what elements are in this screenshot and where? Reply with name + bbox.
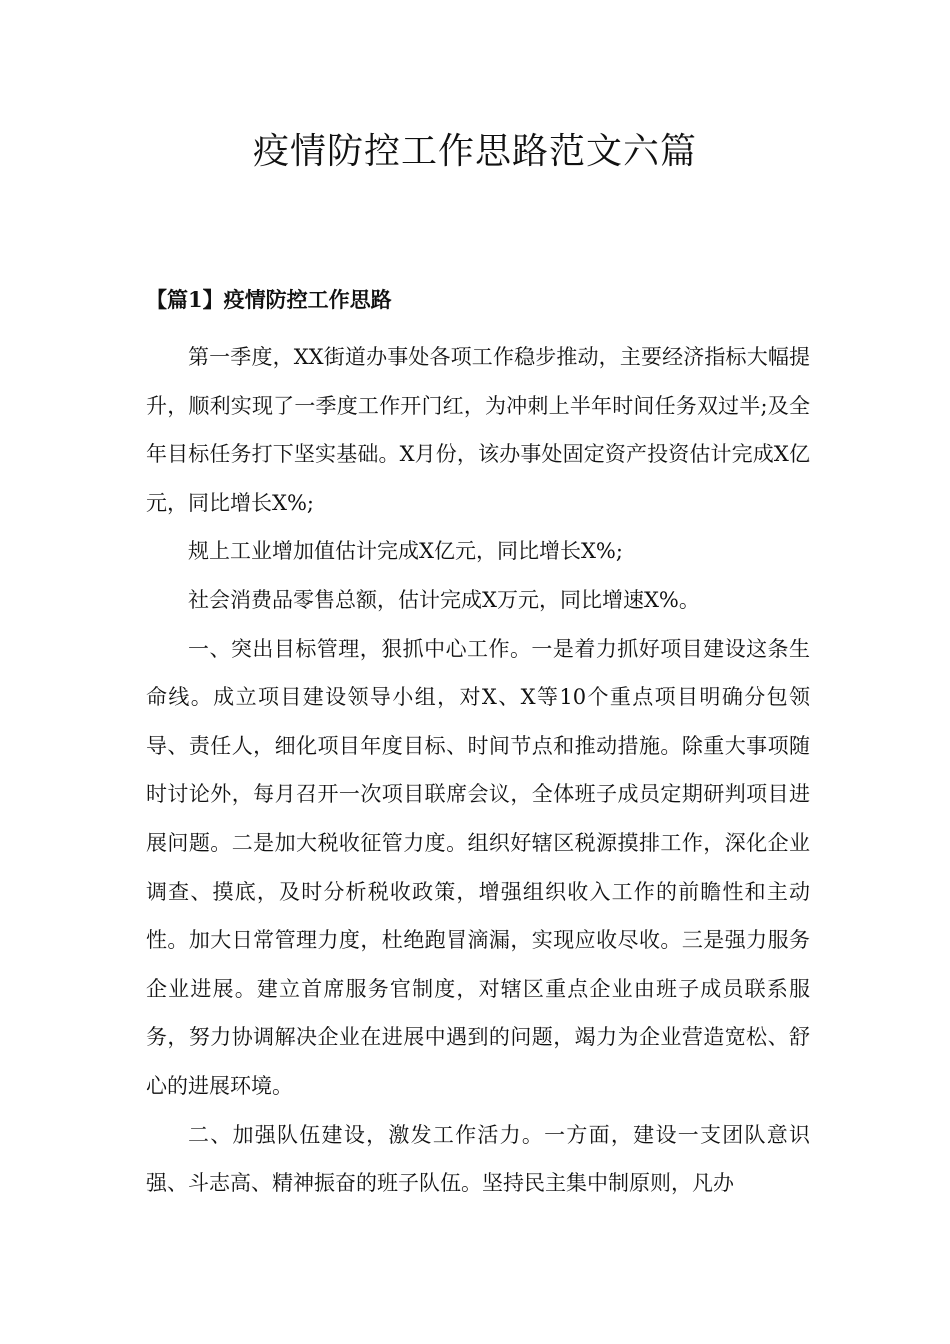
paragraph-retail: 社会消费品零售总额，估计完成X万元，同比增速X%。 <box>188 587 700 612</box>
paragraph-team-building: 二、加强队伍建设，激发工作活力。一方面，建设一支团队意识强、斗志高、精神振奋的班子队伍。坚持民主集中制原则，凡办 <box>146 1122 810 1196</box>
paragraph-industry: 规上工业增加值估计完成X亿元，同比增长X%; <box>188 539 623 564</box>
section-heading: 【篇1】疫情防控工作思路 <box>146 287 392 312</box>
document-body <box>146 333 810 1208</box>
document-title: 疫情防控工作思路范文六篇 <box>252 131 697 172</box>
paragraph-goal-management: 一、突出目标管理，狠抓中心工作。一是着力抓好项目建设这条生命线。成立项目建设领导小组，对X、X等10个重点项目明确分包领导、责任人，细化项目年度目标、时间节点和推动措施。除重大事项随时讨论外，每月召开一次项目联席会议，全体班子成员定期研判项目进展问题。二是加大税收征管力度。组织好辖区税源摸排工作，深化企业调查、摸底，及时分析税收政策，增强组织收入工作的前瞻性和主动性。加大日常管理力度，杜绝跑冒滴漏，实现应收尽收。三是强力服务企业进展。建立首席服务官制度，对辖区重点企业由班子成员联系服务，努力协调解决企业在进展中遇到的问题，竭力为企业营造宽松、舒心的进展环境。 <box>146 636 810 1098</box>
paragraph-summary: 第一季度，XX街道办事处各项工作稳步推动，主要经济指标大幅提升，顺利实现了一季度工作开门红，为冲刺上半年时间任务双过半;及全年目标任务打下坚实基础。X月份，该办事处固定资产投资估计完成X亿元，同比增长X%; <box>146 345 810 515</box>
